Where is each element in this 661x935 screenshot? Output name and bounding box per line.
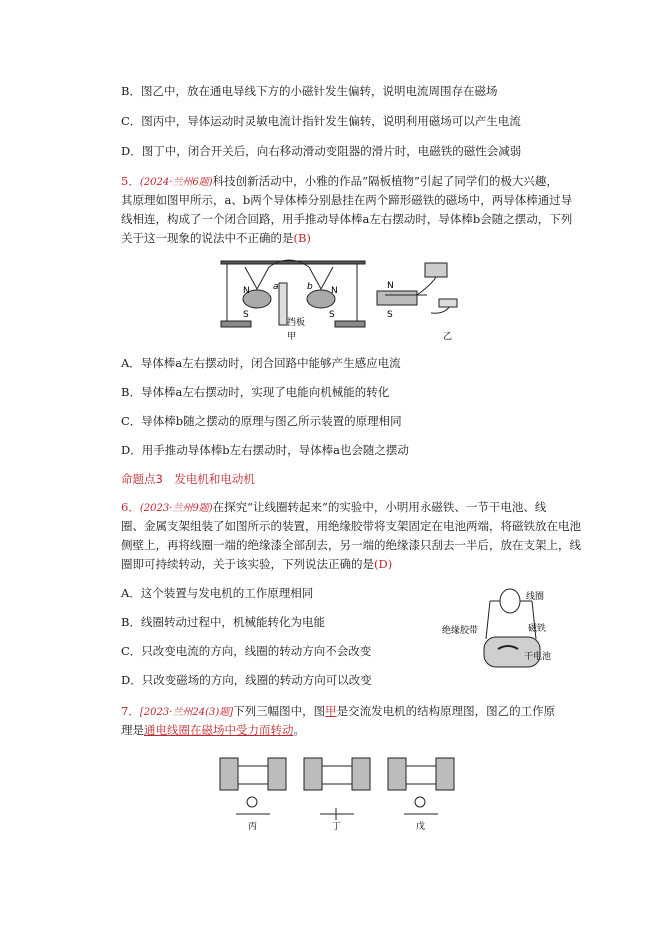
label-bing: 丙 (248, 822, 258, 832)
figure-wu (388, 758, 454, 814)
q7-line2-pre: 理是 (121, 723, 144, 737)
q6-number: 6． (121, 500, 140, 514)
q6-stem-line1 (121, 500, 546, 516)
q7-line2-post: 。 (293, 723, 305, 737)
label-s-right: S (329, 310, 335, 320)
q5-option-c: C．导体棒b随之摆动的原理与图乙所示装置的原理相同 (121, 414, 402, 428)
q5-line4-text: 关于这一现象的说法中不正确的是 (121, 231, 294, 245)
q5-figure (217, 255, 467, 343)
switch (439, 299, 457, 307)
q6-source: (2023·兰州9题) (139, 503, 213, 514)
label-ding: 丁 (332, 822, 342, 832)
q5-line1-text: 科技创新活动中，小雅的作品“隔板植物”引起了同学们的极大兴趣， (212, 174, 558, 188)
partition-board (279, 283, 287, 325)
label-s-yi: S (387, 310, 393, 320)
q7-stem-line2 (121, 723, 305, 737)
q5-number: 5． (121, 174, 140, 188)
q5-stem-line3: 线相连，构成了一个闭合回路，用手推动导体棒a左右摆动时，导体棒b会随之摆动，下列 (121, 212, 573, 226)
q5-option-d: D．用手推动导体棒b左右摆动时，导体棒a也会随之摆动 (121, 443, 409, 457)
q6-answer: (D) (374, 557, 393, 571)
label-a: a (273, 282, 279, 292)
horseshoe-magnet (377, 291, 417, 305)
q5-answer: (B) (293, 231, 311, 245)
q7-number: 7． (121, 704, 140, 718)
base-right (335, 321, 365, 327)
galvanometer (425, 263, 447, 277)
label-b: b (307, 282, 313, 292)
q6-stem-line4 (121, 557, 392, 571)
q6-figure (442, 583, 564, 683)
label-yi: 乙 (443, 332, 453, 342)
q5-stem-line2: 其原理如图甲所示，a、b两个导体棒分别悬挂在两个蹄形磁铁的磁场中，两导体棒通过导 (121, 193, 573, 207)
q5-stem-line4 (121, 231, 311, 245)
label-partition: 挡板 (287, 318, 306, 328)
base-left (221, 321, 251, 327)
q6-option-c: C．只改变电流的方向，线圈的转动方向不会改变 (121, 644, 372, 658)
label-n-right: N (331, 286, 338, 296)
q6-line4-text: 圈即可持续转动，关于该实验，下列说法正确的是 (121, 557, 374, 571)
figure-bing (220, 758, 286, 814)
q7-fill1: 甲 (325, 704, 337, 718)
label-tape: 绝缘胶带 (442, 626, 479, 636)
q4-option-b: B．图乙中，放在通电导线下方的小磁针发生偏转，说明电流周围存在磁场 (121, 84, 498, 98)
q6-option-b: B．线圈转动过程中，机械能转化为电能 (121, 615, 325, 629)
support-bar (221, 261, 365, 264)
q6-option-d: D．只改变磁场的方向，线圈的转动方向可以改变 (121, 673, 372, 687)
label-magnet: 磁铁 (528, 624, 547, 634)
q7-stem-line1 (121, 704, 555, 720)
q7-figures (216, 752, 456, 832)
label-n-yi: N (387, 281, 394, 291)
q5-option-b: B．导体棒a左右摆动时，实现了电能向机械能的转化 (121, 385, 390, 399)
q7-line1-mid: 下列三幅图中，图 (233, 704, 326, 718)
q7-fill2: 通电线圈在磁场中受力而转动 (144, 723, 294, 737)
figure-ding (304, 758, 370, 820)
label-s-left: S (243, 310, 249, 320)
q4-option-d: D．图丁中，闭合开关后，向右移动滑动变阻器的滑片时，电磁铁的磁性会减弱 (121, 144, 522, 158)
label-wu: 戊 (416, 822, 426, 832)
q7-line1-post: 是交流发电机的结构原理图，图乙的工作原 (336, 704, 556, 718)
q5-source: (2024·兰州6题) (139, 177, 213, 188)
section-heading: 命题点3 发电机和电动机 (121, 472, 255, 486)
q4-option-c: C．图丙中，导体运动时灵敏电流计指针发生偏转，说明利用磁场可以产生电流 (121, 114, 521, 128)
q6-stem-line3: 侧壁上，再将线圈一端的绝缘漆全部刮去，另一端的绝缘漆只刮去一半后，放在支架上，线 (121, 538, 581, 552)
q6-option-a: A．这个装置与发电机的工作原理相同 (121, 586, 314, 600)
label-coil: 线圈 (526, 592, 545, 602)
q7-source: [2023·兰州24(3)题] (139, 707, 234, 718)
q5-stem-line1 (121, 174, 558, 190)
q6-stem-line2: 圈、金属支架组装了如图所示的装置，用绝缘胶带将支架固定在电池两端，将磁铁放在电池 (121, 519, 581, 533)
coil (500, 589, 520, 613)
q5-option-a: A．导体棒a左右摆动时，闭合回路中能够产生感应电流 (121, 356, 401, 370)
label-battery: 干电池 (524, 652, 552, 662)
q6-line1-text: 在探究“让线圈转起来”的实验中，小明用永磁铁、一节干电池、线 (212, 500, 547, 514)
label-jia: 甲 (287, 332, 297, 342)
label-n-left: N (243, 286, 250, 296)
